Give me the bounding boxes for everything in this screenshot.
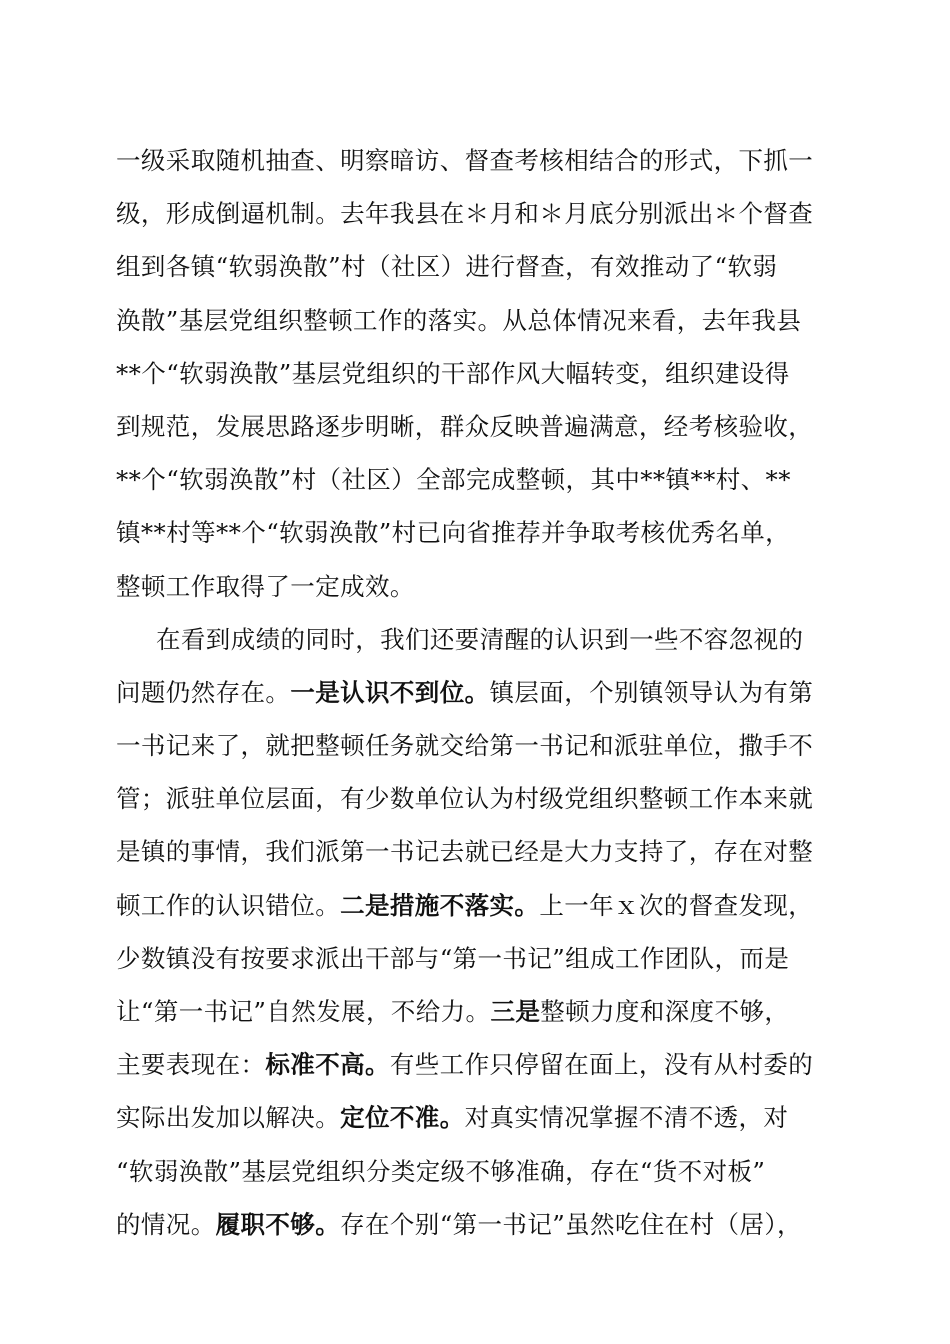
text-line <box>116 560 856 613</box>
text-run: 管；派驻单位层面，有少数单位认为村级党组织整顿工作本来就 <box>116 784 814 814</box>
text-run: **个“软弱涣散”基层党组织的干部作风大幅转变，组织建设得 <box>116 358 790 388</box>
text-line <box>116 613 856 666</box>
text-run: 在看到成绩的同时，我们还要清醒的认识到一些不容忽视的 <box>156 624 804 654</box>
text-run: 是镇的事情，我们派第一书记去就已经是大力支持了，存在对整 <box>116 837 814 867</box>
text-line <box>116 666 856 719</box>
text-run: 对真实情况掌握不清不透，对 <box>464 1103 789 1133</box>
text-run: 整顿力度和深度不够， <box>540 997 790 1026</box>
text-run: 有些工作只停留在面上，没有从村委的 <box>389 1050 814 1080</box>
text-run: 到规范，发展思路逐步明晰，群众反映普遍满意，经考核验收， <box>116 411 814 441</box>
text-line <box>116 719 856 772</box>
text-line <box>116 187 856 240</box>
body-text <box>116 134 856 1251</box>
text-line <box>116 453 856 506</box>
text-line <box>116 506 856 559</box>
text-line <box>116 985 856 1038</box>
text-run: 整顿工作取得了一定成效。 <box>116 571 415 601</box>
text-line <box>116 1038 856 1091</box>
text-run: 镇**村等**个“软弱涣散”村已向省推荐并争取考核优秀名单， <box>116 518 791 548</box>
bold-heading: 一是认识不到位。 <box>290 677 490 707</box>
text-run: 问题仍然存在。 <box>116 677 291 707</box>
bold-heading: 定位不准。 <box>340 1103 465 1133</box>
text-line <box>116 347 856 400</box>
text-line <box>116 134 856 187</box>
text-run: 涣散”基层党组织整顿工作的落实。从总体情况来看，去年我县 <box>116 305 802 335</box>
bold-heading: 二是措施不落实。 <box>340 890 540 920</box>
text-run: 上一年ｘ次的督查发现， <box>539 890 814 920</box>
text-run: 组到各镇“软弱涣散”村（社区）进行督查，有效推动了“软弱 <box>116 252 778 282</box>
text-run: 存在个别“第一书记”虽然吃住在村（居）， <box>340 1209 802 1239</box>
text-run: **个“软弱涣散”村（社区）全部完成整顿，其中**镇**村、** <box>116 465 791 495</box>
text-line <box>116 825 856 878</box>
text-line <box>116 240 856 293</box>
text-line <box>116 879 856 932</box>
text-run: 一书记来了，就把整顿任务就交给第一书记和派驻单位，撒手不 <box>116 731 814 761</box>
bold-heading: 三是 <box>490 997 541 1026</box>
text-run: “软弱涣散”基层党组织分类定级不够准确，存在“货不对板” <box>116 1156 766 1186</box>
bold-heading: 标准不高。 <box>265 1050 390 1080</box>
text-line <box>116 1198 856 1251</box>
text-run: 让“第一书记”自然发展，不给力。 <box>116 997 491 1026</box>
text-run: 镇层面，个别镇领导认为有第 <box>489 677 814 707</box>
text-line <box>116 294 856 347</box>
text-run: 级，形成倒逼机制。去年我县在＊月和＊月底分别派出＊个督查 <box>116 199 814 229</box>
text-line <box>116 400 856 453</box>
bold-heading: 履职不够。 <box>215 1209 341 1239</box>
text-run: 顿工作的认识错位。 <box>116 890 341 920</box>
text-run: 的情况。 <box>116 1209 216 1239</box>
text-run: 实际出发加以解决。 <box>116 1103 341 1133</box>
text-line <box>116 932 856 985</box>
text-line <box>116 1091 856 1144</box>
text-run: 一级采取随机抽查、明察暗访、督查考核相结合的形式，下抓一 <box>116 146 814 175</box>
text-run: 主要表现在： <box>116 1050 266 1080</box>
text-line <box>116 772 856 825</box>
text-line <box>116 1145 856 1198</box>
text-run: 少数镇没有按要求派出干部与“第一书记”组成工作团队，而是 <box>116 943 790 973</box>
